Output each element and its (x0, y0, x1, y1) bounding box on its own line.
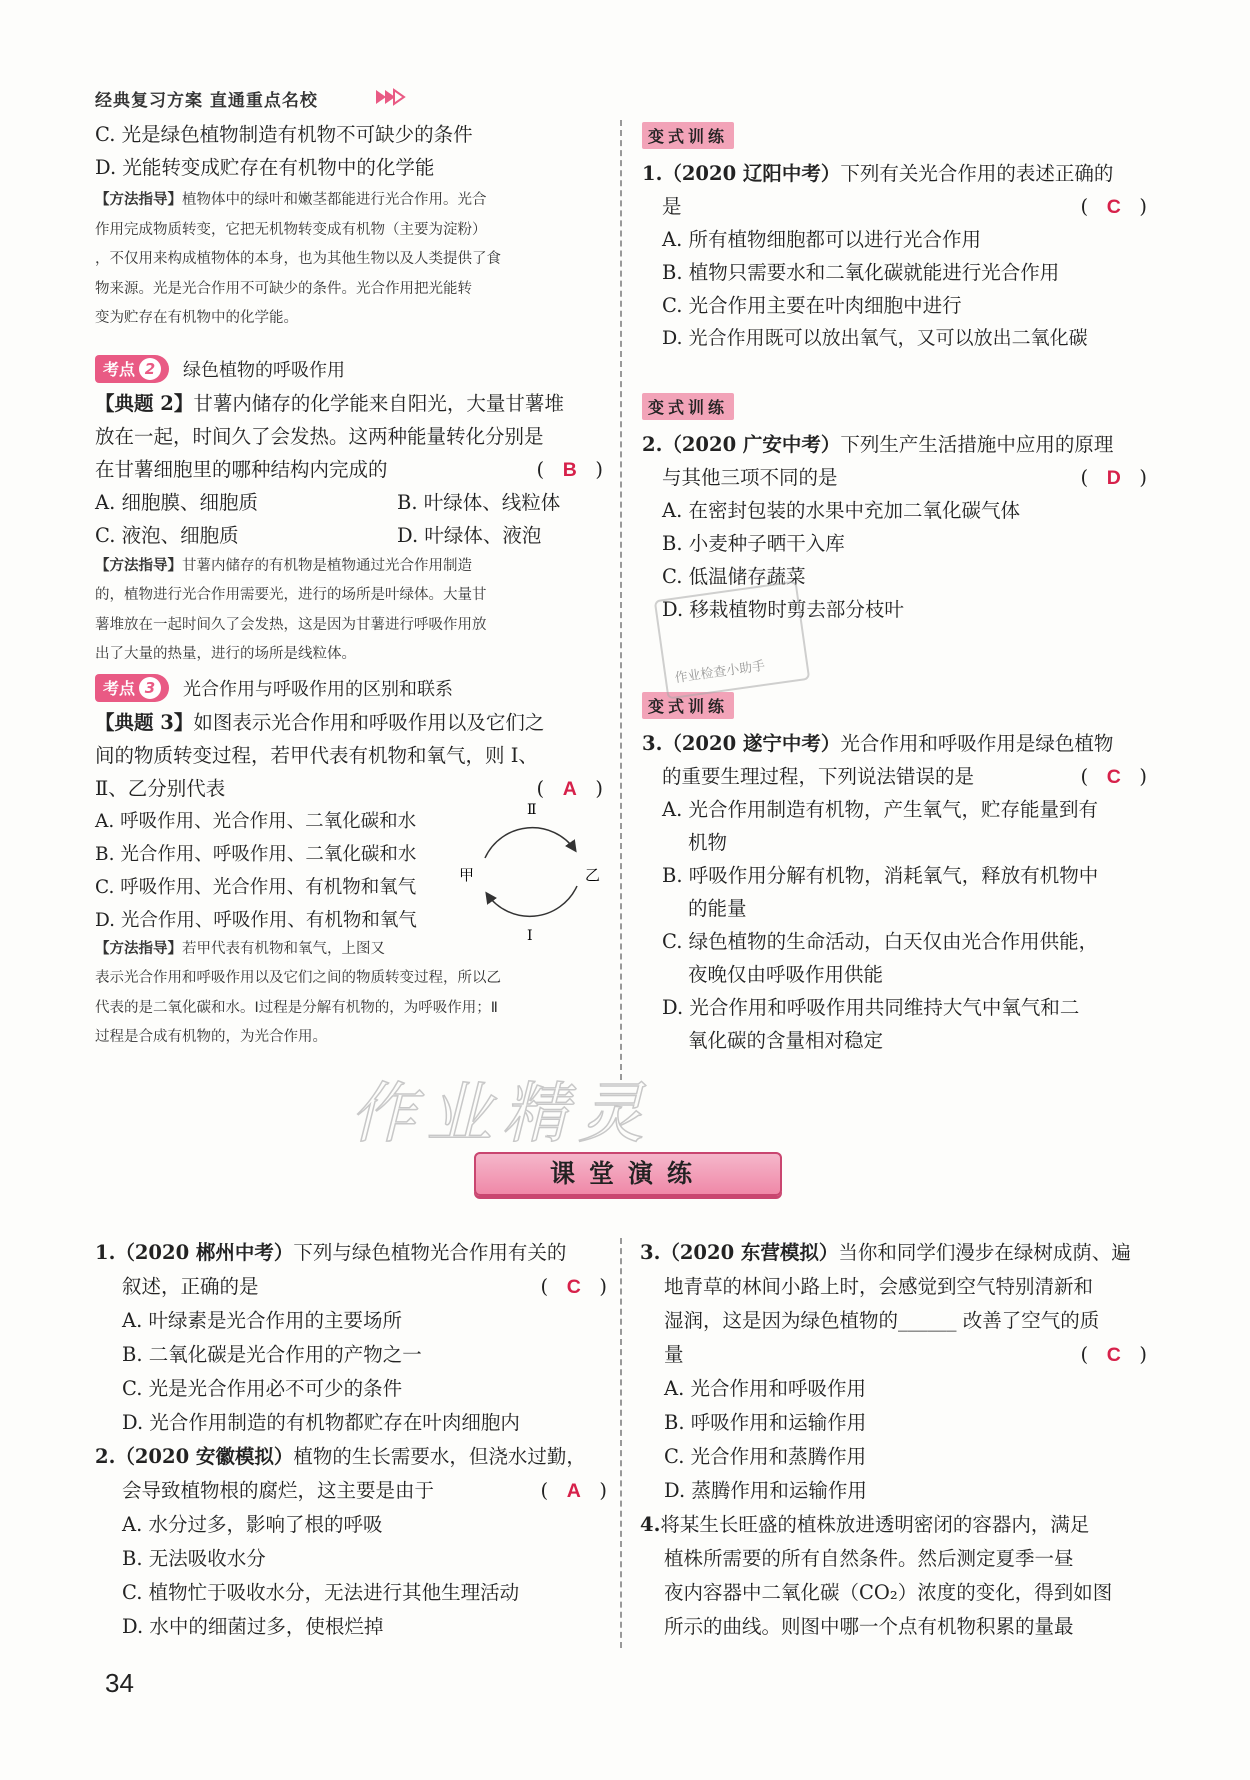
kaodian-title: 绿色植物的呼吸作用 (183, 359, 346, 381)
variant-question-2: 2.（2020 广安中考）下列生产生活措施中应用的原理 与其他三项不同的是 ( D ) A. 在密封包装的水果中充加二氧化碳气体 B. 小麦种子晒干入库 C. 低温储存蔬菜 D. 移栽植物时剪去部分枝叶 (642, 433, 1147, 621)
practice-question-3: 3.（2020 东营模拟）当你和同学们漫步在绿树成荫、遍 地青草的林间小路上时，会感觉到空气特别清新和 湿润，这是因为绿色植物的______ 改善了空气的质 量 ( C ) A. 光合作用和呼吸作用 B. 呼吸作用和运输作用 C. 光合作用和蒸腾作用 D. 蒸腾作用和运输作用 (640, 1241, 1147, 1502)
practice-question-1: 1.（2020 郴州中考）下列与绿色植物光合作用有关的 叙述，正确的是 ( C ) A. 叶绿素是光合作用的主要场所 B. 二氧化碳是光合作用的产物之一 C. 光是光合作用必不可少的条件 D. 光合作用制造的有机物都贮存在叶肉细胞内 (95, 1241, 607, 1434)
answer: D (1106, 467, 1121, 489)
variant-training-badge: 变式训练 (642, 122, 734, 149)
answer: C (1106, 196, 1121, 218)
example-question-2: 【典题 2】甘薯内储存的化学能来自阳光，大量甘薯堆 放在一起，时间久了会发热。这两种能量转化分别是 在甘薯细胞里的哪种结构内完成的 ( B ) A. 细胞膜、细胞质 B. 叶绿体、线粒体 C. 液泡、细胞质 D. 叶绿体、液泡 (95, 391, 603, 547)
method-guide-1: 【方法指导】植物体中的绿叶和嫩茎都能进行光合作用。光合 作用完成物质转变，它把无机物转变成有机物（主要为淀粉） ，不仅用来构成植物体的本身，也为其他生物以及人类提供了食 物来源。光是光合作用不可缺少的条件。光合作用把光能转 变为贮存在有机物中的化学能。 (95, 192, 501, 326)
page-number: 34 (105, 1668, 134, 1698)
kaodian-3-heading (95, 673, 603, 703)
answer: A (566, 1480, 581, 1502)
diagram-left-label: 甲 (459, 865, 475, 884)
practice-left-column (95, 1236, 607, 1644)
right-column (642, 122, 1147, 1057)
column-divider-bottom (620, 1238, 622, 1648)
variant-training-badge: 变式训练 (642, 393, 734, 420)
practice-question-2: 2.（2020 安徽模拟）植物的生长需要水，但浇水过勤， 会导致植物根的腐烂，这主要是由于 ( A ) A. 水分过多，影响了根的呼吸 B. 无法吸收水分 C. 植物忙于吸收水分，无法进行其他生理活动 D. 水中的细菌过多，使根烂掉 (95, 1445, 607, 1638)
kaodian-2-heading (95, 354, 603, 384)
variant-training-badge: 变式训练 (642, 692, 734, 719)
option-d: D. 光能转变成贮存在有机物中的化学能 (95, 156, 435, 179)
variant-question-1: 1.（2020 辽阳中考）下列有关光合作用的表述正确的 是 ( C ) A. 所有植物细胞都可以进行光合作用 B. 植物只需要水和二氧化碳就能进行光合作用 C. 光合作用主要在叶肉细胞中进行 D. 光合作用既可以放出氧气，又可以放出二氧化碳 (642, 162, 1147, 349)
diagram-bottom-label: Ⅰ (527, 927, 533, 942)
diagram-top-label: Ⅱ (527, 801, 537, 818)
header-arrow-icon (376, 88, 408, 106)
section-banner: 课堂演练 (474, 1152, 782, 1196)
kaodian-badge: 考点 3 (95, 674, 169, 702)
answer: C (1106, 1344, 1121, 1366)
stamp: 作业检查小助手 (654, 580, 811, 699)
column-divider (620, 120, 622, 1080)
answer: C (566, 1276, 581, 1298)
page-header: 经典复习方案 直通重点名校 (95, 91, 318, 111)
kaodian-badge: 考点 2 (95, 355, 169, 383)
practice-right-column (640, 1236, 1147, 1644)
practice-question-4: 4.将某生长旺盛的植株放进透明密闭的容器内，满足 植株所需要的所有自然条件。然后测定夏季一昼 夜内容器中二氧化碳（CO₂）浓度的变化，得到如图 所示的曲线。则图中哪一个点有机物积累的量最 (640, 1513, 1113, 1638)
kaodian-title: 光合作用与呼吸作用的区别和联系 (183, 678, 454, 700)
example-question-3: 【典题 3】如图表示光合作用和呼吸作用以及它们之 间的物质转变过程，若甲代表有机物和氧气，则 Ⅰ、 Ⅱ、乙分别代表 ( A ) A. 呼吸作用、光合作用、二氧化碳和水 B. 光合作用、呼吸作用、二氧化碳和水 C. 呼吸作用、光合作用、有机物和氧气 D. 光合作用、呼吸作用、有机物和氧气 Ⅱ Ⅰ 甲 乙 (95, 710, 603, 942)
answer: B (562, 458, 577, 481)
watermark: 作业精灵 (350, 1075, 654, 1152)
cycle-diagram (457, 802, 605, 942)
diagram-right-label: 乙 (585, 865, 601, 884)
method-guide-3: 【方法指导】若甲代表有机物和氧气，上图又 表示光合作用和呼吸作用以及它们之间的物质转变过程，所以乙 代表的是二氧化碳和水。Ⅰ过程是分解有机物的，为呼吸作用；Ⅱ 过程是合成有机物的，为光合作用。 (95, 940, 501, 1045)
left-column (95, 118, 603, 1053)
answer: C (1106, 766, 1121, 788)
answer: A (562, 777, 577, 800)
method-guide-2: 【方法指导】甘薯内储存的有机物是植物通过光合作用制造 的，植物进行光合作用需要光，进行的场所是叶绿体。大量甘 薯堆放在一起时间久了会发热，这是因为甘薯进行呼吸作用放 出了大量的热量，进行的场所是线粒体。 (95, 557, 487, 662)
option-c: C. 光是绿色植物制造有机物不可缺少的条件 (95, 123, 473, 146)
variant-question-3: 3.（2020 遂宁中考）光合作用和呼吸作用是绿色植物 的重要生理过程，下列说法错误的是 ( C ) A. 光合作用制造有机物，产生氧气，贮存能量到有 机物 B. 呼吸作用分解有机物，消耗氧气，释放有机物中 的能量 C. 绿色植物的生命活动，白天仅由光合作用供能， 夜晚仅由呼吸作用供能 D. 光合作用和呼吸作用共同维持大气中氧气和二 氧化碳的含量相对稳定 (642, 732, 1147, 1052)
